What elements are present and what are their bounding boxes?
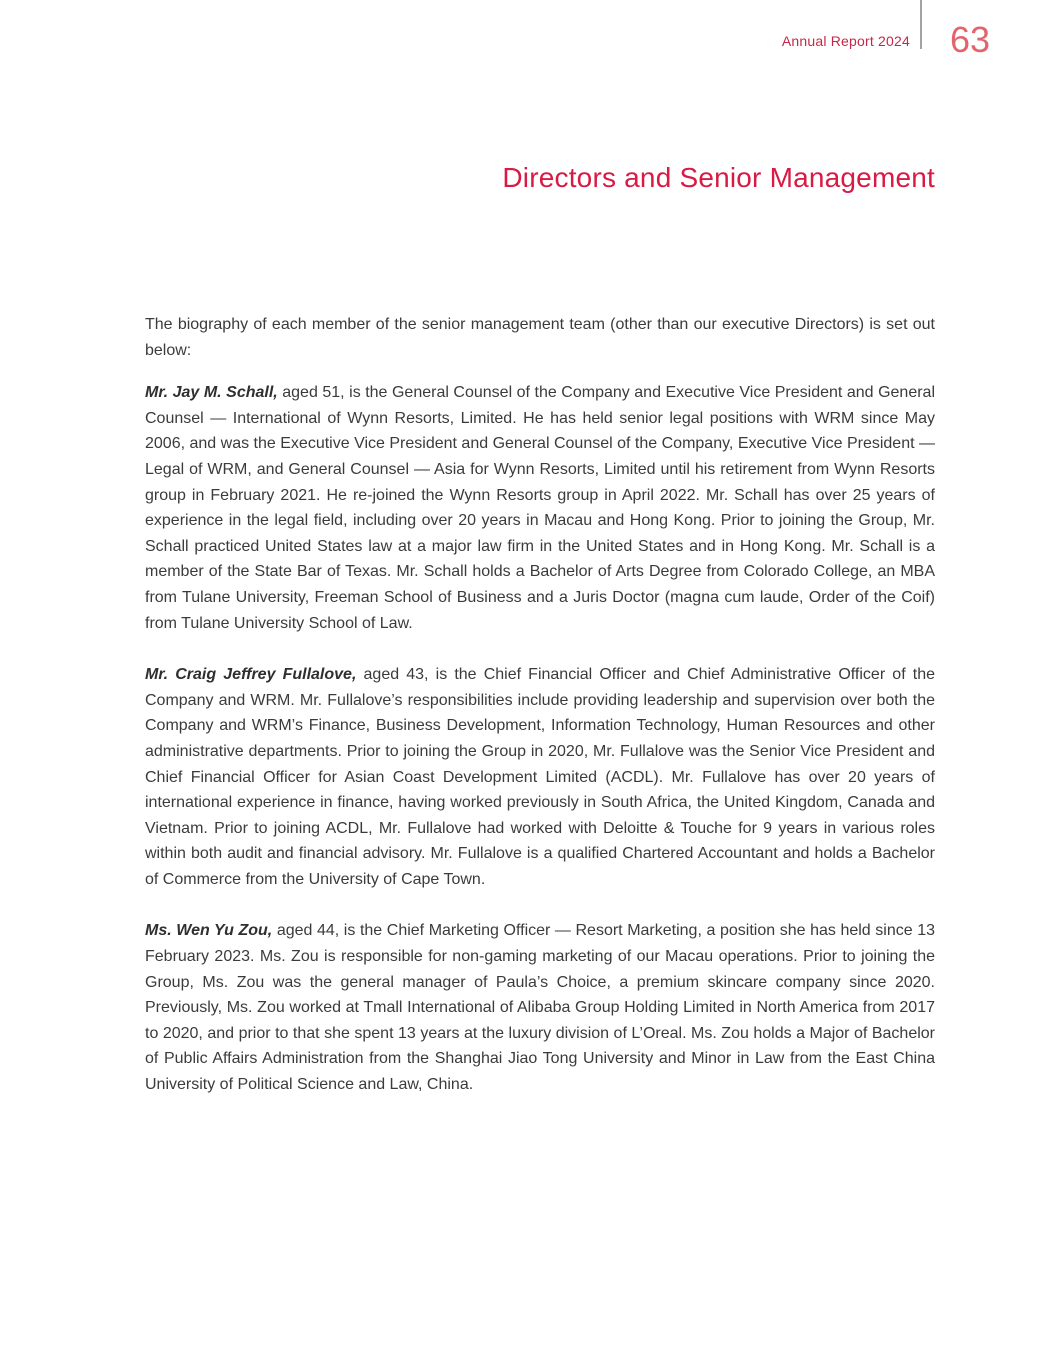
- intro-paragraph: The biography of each member of the senior management team (other than our executive Directors) is set out below:: [145, 316, 935, 359]
- bio-text-zou: aged 44, is the Chief Marketing Officer — Resort Marketing, a position she has held since 13 February 2023. Ms. Zou is responsible for non-gaming marketing of our Macau operations. Prior to joining the Group, Ms. Zou was the general manager of Paula’s Choice, a premium skincare company since 2020. Previously, Ms. Zou worked at Tmall International of Alibaba Group Holding Limited in North America from 2017 to 2020, and prior to that she spent 13 years at the luxury division of L’Oreal. Ms. Zou holds a Major of Bachelor of Public Affairs Administration from the Shanghai Jiao Tong University and Minor in Law from the East China University of Political Science and Law, China.: [145, 922, 935, 1094]
- bio-name-schall: Mr. Jay M. Schall,: [145, 384, 278, 402]
- bio-text-fullalove: aged 43, is the Chief Financial Officer and Chief Administrative Officer of the Company and WRM. Mr. Fullalove’s responsibilities include providing leadership and supervision over both the Company and WRM’s Finance, Business Development, Information Technology, Human Resources and other administrative departments. Prior to joining the Group in 2020, Mr. Fullalove was the Senior Vice President and Chief Financial Officer for Asian Coast Development Limited (ACDL). Mr. Fullalove has over 20 years of international experience in finance, having worked previously in South Africa, the United Kingdom, Canada and Vietnam. Prior to joining ACDL, Mr. Fullalove had worked with Deloitte & Touche for 9 years in various roles within both audit and financial advisory. Mr. Fullalove is a qualified Chartered Accountant and holds a Bachelor of Commerce from the University of Cape Town.: [145, 666, 936, 888]
- header-divider-line: [920, 0, 922, 49]
- report-title-label: Annual Report 2024: [781, 33, 910, 49]
- bio-name-fullalove: Mr. Craig Jeffrey Fullalove,: [145, 666, 357, 684]
- bio-text-schall: aged 51, is the General Counsel of the Company and Executive Vice President and General Counsel — International of Wynn Resorts, Limited. He has held senior legal positions with WRM since May 2006, and was the Executive Vice President and General Counsel of the Company, Executive Vice President — Legal of WRM, and General Counsel — Asia for Wynn Resorts, Limited until his retirement from Wynn Resorts group in February 2021. He re-joined the Wynn Resorts group in April 2022. Mr. Schall has over 25 years of experience in the legal field, including over 20 years in Macau and Hong Kong. Prior to joining the Group, Mr. Schall practiced United States law at a major law firm in the United States and in Hong Kong. Mr. Schall is a member of the State Bar of Texas. Mr. Schall holds a Bachelor of Arts Degree from Colorado College, an MBA from Tulane University, Freeman School of Business and a Juris Doctor (magna cum laude, Order of the Coif) from Tulane University School of Law.: [145, 384, 936, 632]
- page-header: [0, 0, 1055, 60]
- bio-paragraph-fullalove: [145, 662, 935, 892]
- content-body: [145, 312, 935, 1124]
- bio-paragraph-schall: [145, 380, 935, 636]
- section-title: Directors and Senior Management: [502, 162, 935, 193]
- page-number: 63: [949, 19, 990, 60]
- bio-paragraph-zou: [145, 918, 935, 1097]
- bio-name-zou: Ms. Wen Yu Zou,: [145, 922, 273, 940]
